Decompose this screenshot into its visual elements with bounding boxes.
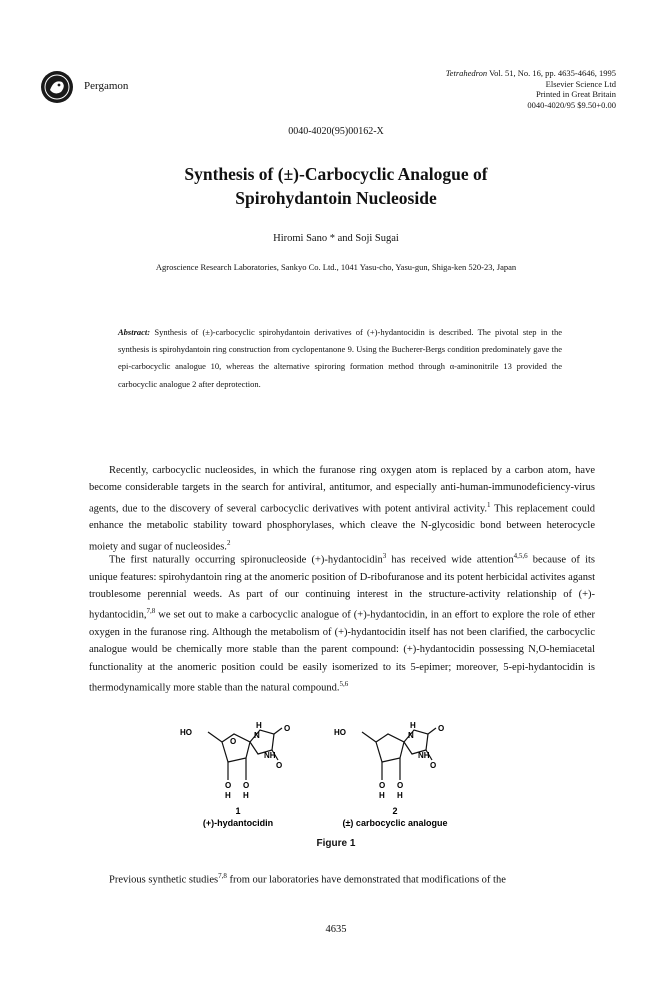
atom-o: O [438,724,445,733]
pergamon-logo [40,70,74,104]
paragraph-2 [89,548,595,697]
atom-o: O [430,761,437,770]
atom-o: O [397,781,404,790]
authors: Hiromi Sano * and Soji Sugai [273,233,399,244]
atom-nh: NH [264,751,276,760]
paper-title [0,162,672,210]
citation: 5,6 [339,680,349,689]
journal-info [446,68,616,110]
compound-2-number: 2 [392,806,398,816]
atom-o: O [225,781,232,790]
atom-h: H [410,722,416,730]
atom-o: O [243,781,250,790]
journal-name: Tetrahedron [445,68,488,78]
atom-n: N [408,731,414,740]
atom-n: N [254,731,260,740]
title-line-2: Spirohydantoin Nucleoside [235,188,437,208]
title-line-1: Synthesis of (±)-Carbocyclic Analogue of [184,164,488,184]
atom-h: H [379,791,385,800]
para2-text-b: has received wide attention [386,554,514,566]
para3-text-a: Previous synthetic studies [109,874,219,886]
atom-o: O [379,781,386,790]
journal-issn: 0040-4020/95 $9.50+0.00 [527,99,616,110]
atom-ho: HO [334,728,346,737]
abstract-label: Abstract: [118,327,151,337]
journal-printed: Printed in Great Britain [535,89,616,99]
para2-text-d: we set out to make a carbocyclic analogue of (+)-hydantocidin, in an effort to explore the role of ether oxygen in the furanose ring. Although the metabolism of (+)-hydantocidin itself has not been clarified, the carbocyclic analogue would be chemically more stable than the parent compound: (+)-hydantocidin possessing N,O-hemiacetal functionality at the anomeric position could be easily isomerized to its 5-epimer; moreover, 5-epi-hydantocidin is thermodynamically more stable than the natural compound. [89,609,595,694]
journal-volume: Vol. 51, No. 16, pp. 4635-4646, 1995 [487,68,616,78]
figure-caption: Figure 1 [316,838,356,849]
compound-1-number: 1 [235,806,241,816]
compound-1-name: (+)-hydantocidin [202,818,274,828]
citation: 4,5,6 [513,552,528,560]
affiliation: Agroscience Research Laboratories, Sankyo Co. Ltd., 1041 Yasu-cho, Yasu-gun, Shiga-ken 520-23, Japan [155,262,517,272]
para2-text-a: The first naturally occurring spironucleoside (+)-hydantocidin [109,554,383,566]
atom-o: O [230,737,237,746]
atom-o: O [276,761,283,770]
document-id: 0040-4020(95)00162-X [288,126,384,137]
paragraph-1 [89,462,595,555]
publisher-name: Pergamon [84,80,129,92]
atom-o: O [284,724,291,733]
atom-h: H [243,791,249,800]
atom-h: H [256,722,262,730]
abstract [118,324,562,393]
para1-text-b: This replacement could enhance the metabolic stability toward phosphorylases, which cleave the N-glycosidic bond between heterocycle moiety and sugar of nucleosides. [89,503,595,553]
atom-ho: HO [180,728,192,737]
citation: 2 [226,538,231,547]
citation: 7,8 [218,872,227,880]
para1-text-a: Recently, carbocyclic nucleosides, in which the furanose ring oxygen atom is replaced by a carbon atom, have become considerable targets in the search for antiviral, antitumor, and especially anti-human-immunodeficiency-virus agents, due to the discovery of several carbocyclic derivatives with potent antiviral activity. [89,465,595,515]
para3-text-b: from our laboratories have demonstrated that modifications of the [226,874,506,886]
citation: 1 [487,500,491,509]
atom-h: H [225,791,231,800]
atom-h: H [397,791,403,800]
abstract-text: Synthesis of (±)-carbocyclic spirohydantoin derivatives of (+)-hydantocidin is described. The pivotal step in the synthesis is spirohydantoin ring construction from cyclopentanone 9. Using the Bucherer-Bergs condition predominately gave the epi-carbocyclic analogue 10, whereas the alternative spiroring formation method through α-aminonitrile 13 provided the carbocyclic analogue 2 after deprotection. [118,327,562,389]
compound-2-name: (±) carbocyclic analogue [342,818,448,828]
figure-1-structures [180,722,510,832]
journal-publisher: Elsevier Science Ltd [545,78,616,89]
citation: 7,8 [146,607,156,616]
page-number: 4635 [325,924,347,935]
paragraph-3 [89,868,595,889]
atom-nh: NH [418,751,430,760]
para2-text-c: because of its unique features: spirohydantoin ring at the anomeric position of D-ribofuranose and its potent herbicidal activites aganst troublesome perennial weeds. As part of our continuing interest in the structure-activity relationship of (+)-hydantocidin, [89,554,595,621]
citation: 3 [382,552,387,560]
